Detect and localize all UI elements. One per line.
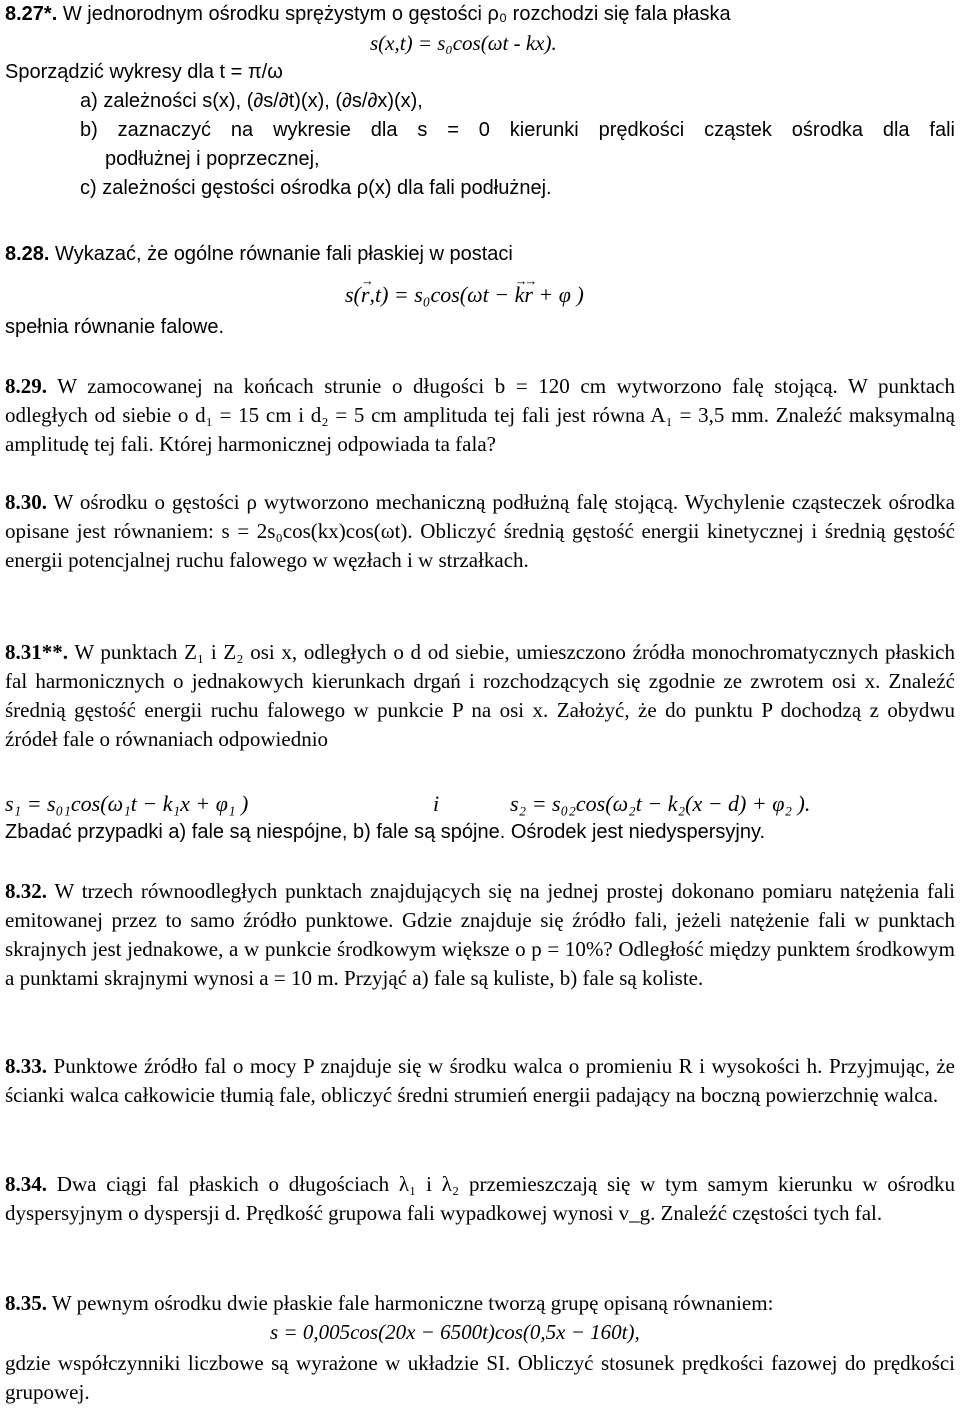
- problem-text: W ośrodku o gęstości ρ wytworzono mechaniczną podłużną falę stojącą. Wychylenie cząsteczek ośrodka opisane jest równaniem: s = 2s₀cos(kx)cos(ωt). Obliczyć średnią gęstość energii kinetycznej i średnią gęstość energii potencjalnej ruchu falowego w węzłach i w strzałkach.: [5, 490, 955, 572]
- problem-8-35-line1: [5, 1289, 955, 1318]
- problem-text: W pewnym ośrodku dwie płaskie fale harmoniczne tworzą grupę opisaną równaniem:: [51, 1291, 774, 1315]
- problem-8-33: [5, 1052, 955, 1110]
- problem-text: W jednorodnym ośrodku sprężystym o gęstości ρ₀ rozchodzi się fala płaska: [62, 3, 731, 25]
- problem-8-28-line1: [5, 240, 955, 269]
- eq-part: + φ ): [532, 282, 584, 307]
- wave-equation: s(x,t) = s₀cos(ωt - kx).: [370, 31, 557, 55]
- problem-number: 8.30.: [5, 490, 47, 514]
- problem-number: 8.29.: [5, 374, 47, 398]
- task-a: a) zależności s(x), (∂s/∂t)(x), (∂s/∂x)(x),: [80, 90, 423, 112]
- r-vector: → r: [524, 280, 533, 309]
- task-c: c) zależności gęstości ośrodka ρ(x) dla fali podłużnej.: [80, 177, 552, 199]
- task-b-line1: b) zaznaczyć na wykresie dla s = 0 kierunki prędkości cząstek ośrodka dla fali: [80, 119, 955, 141]
- problem-8-34: [5, 1170, 955, 1228]
- problem-8-27-line1: [5, 0, 955, 29]
- problem-number: 8.27*.: [5, 3, 58, 25]
- problem-number: 8.34.: [5, 1172, 47, 1196]
- problem-text: Punktowe źródło fal o mocy P znajduje się w środku walca o promieniu R i wysokości h. Przyjmując, że ścianki walca całkowicie tłumią fale, obliczyć średni strumień energii padający na boczną powierzchnię walca.: [5, 1054, 955, 1107]
- problem-8-29: [5, 372, 955, 459]
- problem-8-30: [5, 488, 955, 575]
- source-equation-1: s₁ = s₀₁cos(ω₁t − k₁x + φ₁ ): [5, 791, 249, 816]
- problem-8-32: [5, 877, 955, 993]
- problem-8-31: [5, 638, 955, 754]
- equation-connector: i: [433, 791, 440, 816]
- problem-text: W punktach Z₁ i Z₂ osi x, odległych o d od siebie, umieszczono źródła monochromatycznych płaskich fal harmonicznych o jednakowych kierunkach drgań i rozchodzących się zgodnie ze zwrotem osi x. Znaleźć średnią gęstość energii ruchu falowego w punkcie P na osi x. Założyć, że do punktu P dochodzą z obydwu źródeł fale o równaniach odpowiednio: [5, 640, 956, 751]
- problem-text: W trzech równoodległych punktach znajdujących się na jednej prostej dokonano pomiaru natężenia fali emitowanej przez to samo źródło punktowe. Gdzie znajduje się źródło fali, jeżeli natężenie fali w punktach skrajnych jest jednakowe, a w punkcie środkowym większe o p = 10%? Odległość między punktem środkowym a punktami skrajnymi wynosi a = 10 m. Przyjąć a) fale są kuliste, b) fale są koliste.: [5, 879, 955, 990]
- problem-8-28-line2: spełnia równanie falowe.: [5, 316, 225, 338]
- problem-8-31-after: Zbadać przypadki a) fale są niespójne, b) fale są spójne. Ośrodek jest niedyspersyjny.: [5, 821, 766, 843]
- problem-text: W zamocowanej na końcach strunie o długości b = 120 cm wytworzono falę stojącą. W punktach odległych od siebie o d₁ = 15 cm i d₂ = 5 cm amplituda tej fali jest równa A₁ = 3,5 mm. Znaleźć maksymalną amplitudę tej fali. Której harmonicznej odpowiada ta fala?: [5, 374, 955, 456]
- problem-number: 8.32.: [5, 879, 47, 903]
- problem-text: Dwa ciągi fal płaskich o długościach λ₁ i λ₂ przemieszczają się w tym samym kierunku w ośrodku dyspersyjnym o dyspersji d. Prędkość grupowa fali wypadkowej wynosi v_g. Znaleźć częstości tych fal.: [5, 1172, 956, 1225]
- source-equation-2: s₂ = s₀₂cos(ω₂t − k₂(x − d) + φ₂ ).: [510, 791, 811, 816]
- eq-part: ,t) = s₀cos(ωt −: [369, 282, 515, 307]
- wave-group-equation: s = 0,005cos(20x − 6500t)cos(0,5x − 160t),: [270, 1320, 640, 1344]
- general-wave-equation: [345, 280, 584, 309]
- problem-text: Wykazać, że ogólne równanie fali płaskiej w postaci: [55, 243, 513, 265]
- problem-number: 8.33.: [5, 1054, 47, 1078]
- task-b-line2: podłużnej i poprzecznej,: [105, 148, 320, 170]
- eq-part: s(: [345, 282, 361, 307]
- problem-number: 8.35.: [5, 1291, 47, 1315]
- k-vector: → k: [515, 280, 525, 309]
- r-vector: → r: [361, 280, 370, 309]
- problem-8-35-after: gdzie współczynniki liczbowe są wyrażone w układzie SI. Obliczyć stosunek prędkości fazowej do prędkości grupowej.: [5, 1351, 955, 1404]
- problem-number: 8.31**.: [5, 640, 68, 664]
- problem-number: 8.28.: [5, 243, 50, 265]
- task-intro: Sporządzić wykresy dla t = π/ω: [5, 61, 283, 83]
